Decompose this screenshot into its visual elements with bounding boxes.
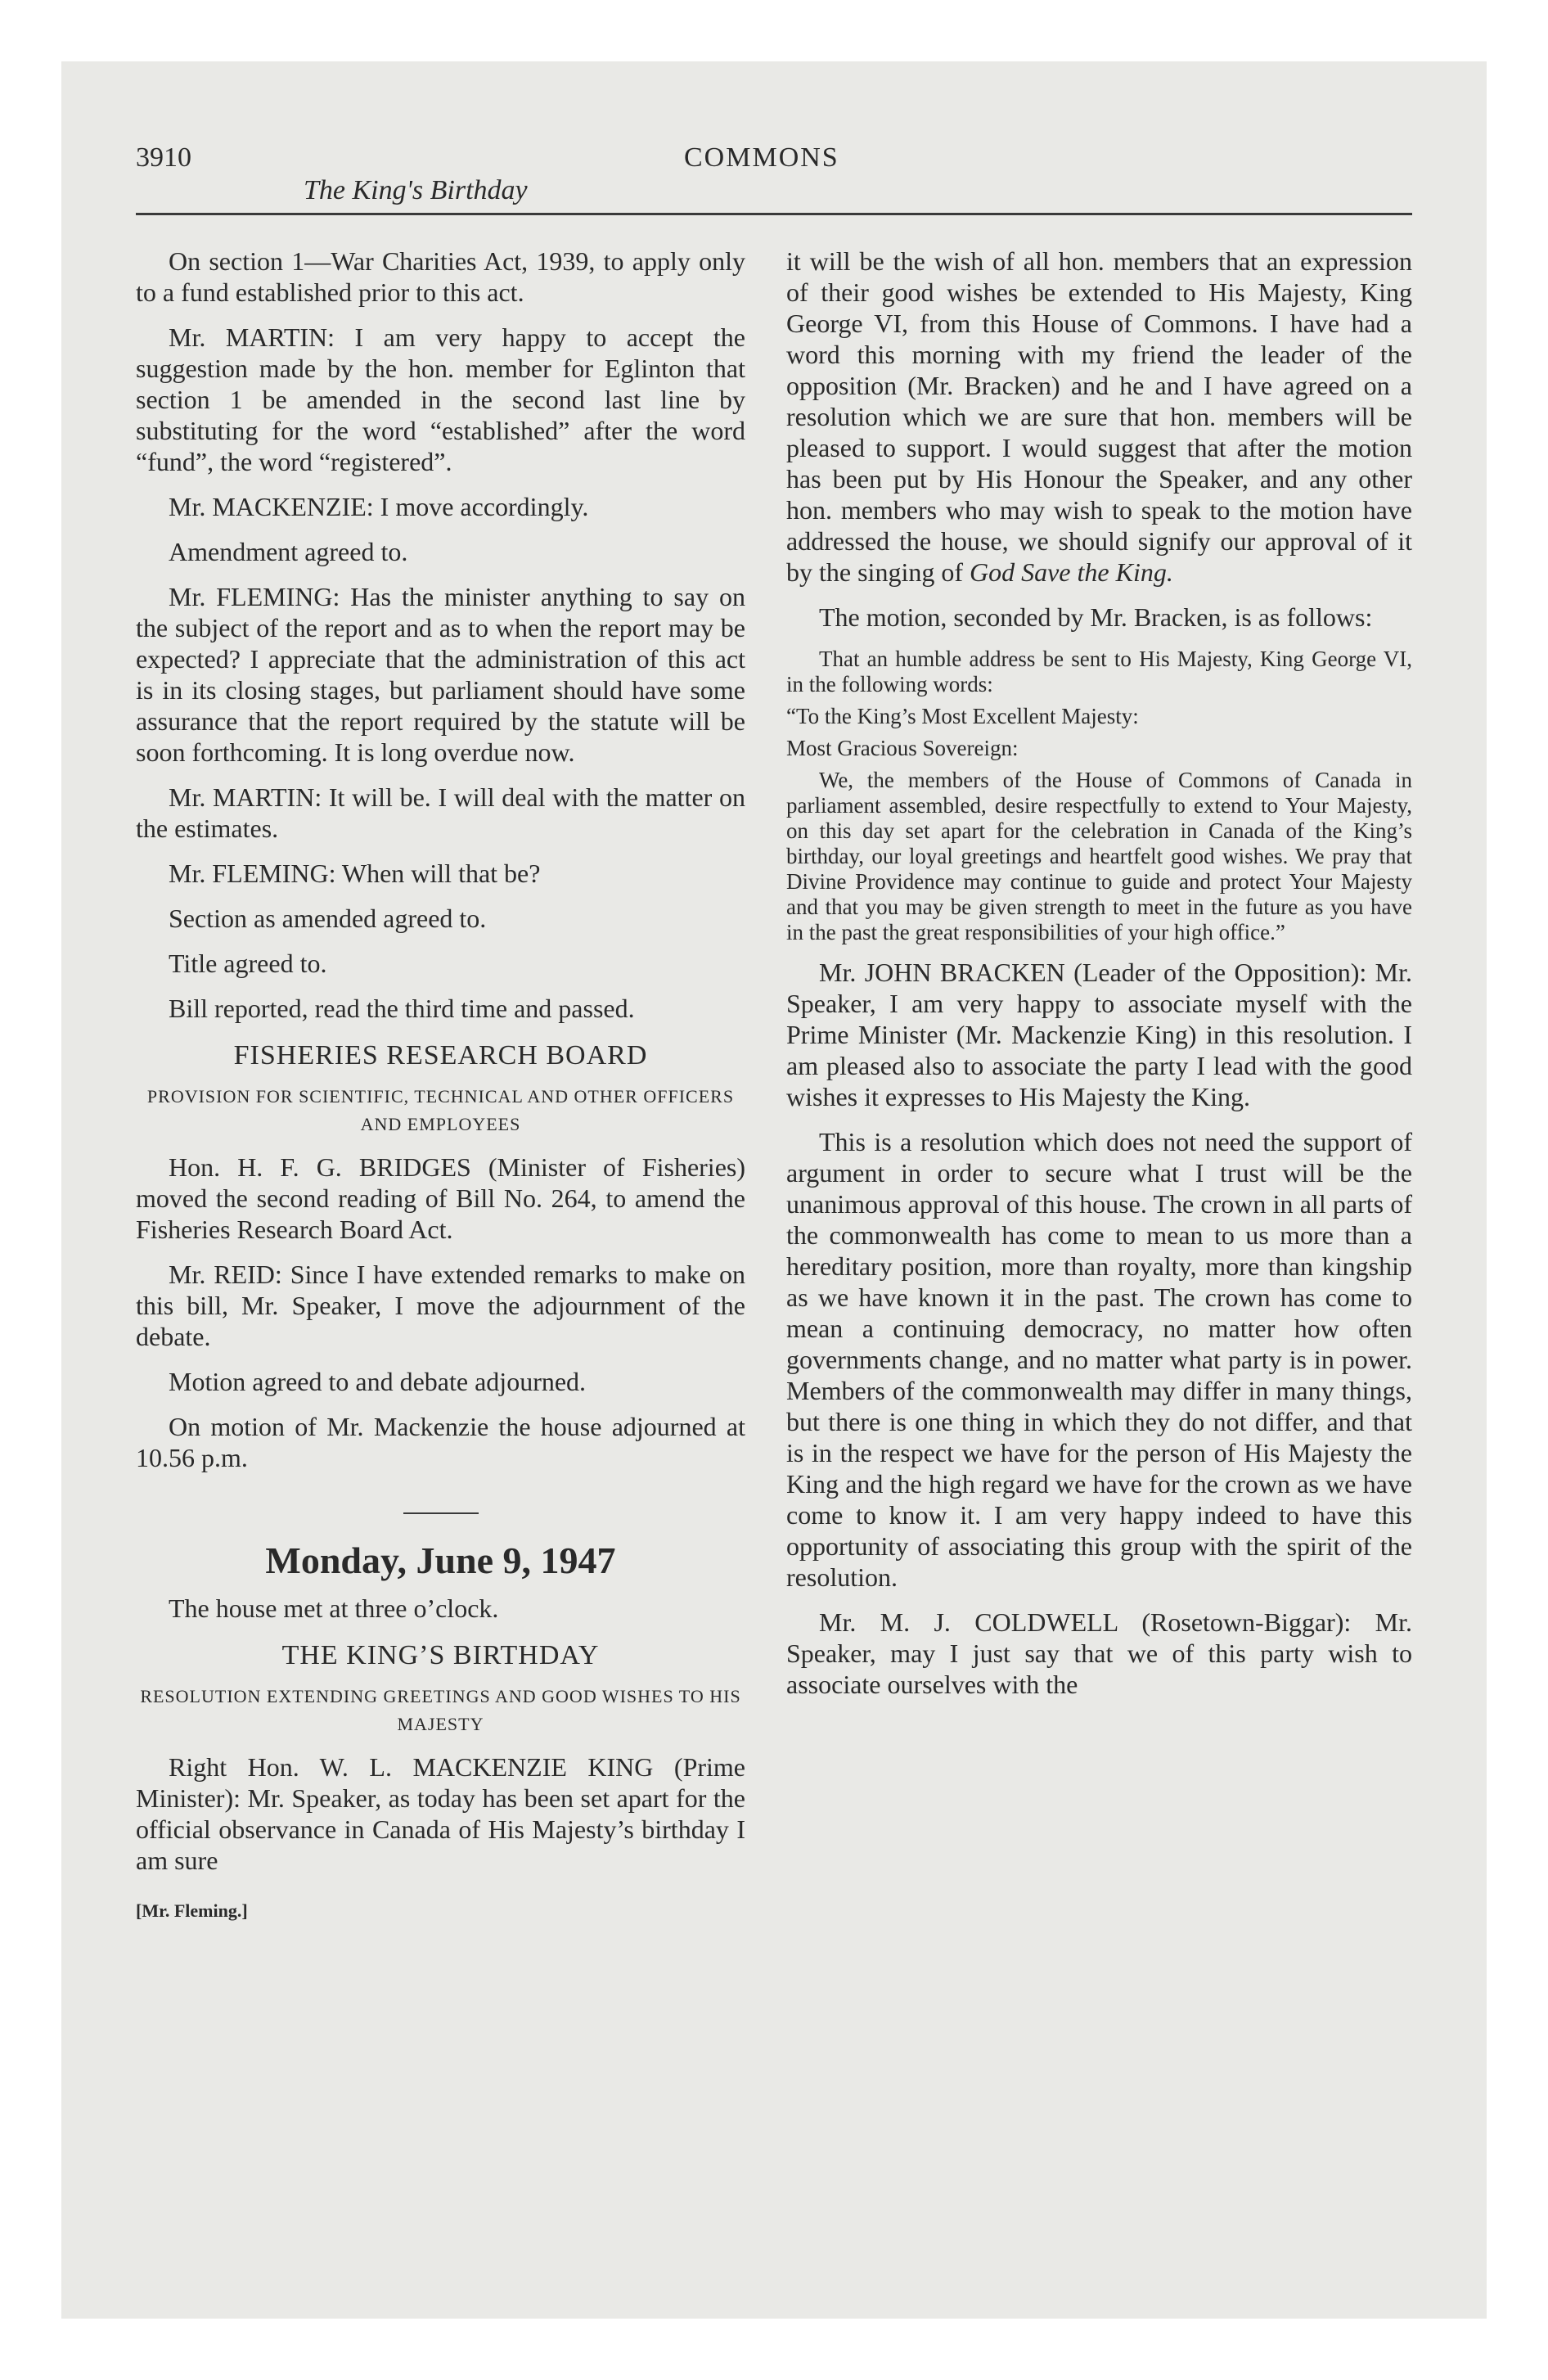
paragraph: This is a resolution which does not need the support of argument in order to secure what I trust will be the unanimous approval of this house. The crown in all parts of the commonwealth has come to mean to us more than a hereditary position, more than royalty, more than kingship as we have known it in the past. The crown has come to mean a continuing democracy, no matter how often governments change, and no matter what party is in power. Members of the commonwealth may differ in many things, but there is one thing in which they do not differ, and that is in the respect we have for the person of His Majesty the King and the high regard we have for the crown as we have come to know it. I am very happy indeed to have this opportunity of associating this group with the spirit of the resolution. xyxy=(786,1127,1412,1592)
header-rule xyxy=(136,213,1412,215)
quoted-address-line: “To the King’s Most Excellent Majesty: xyxy=(786,704,1139,728)
page-number: 3910 xyxy=(136,142,191,173)
paragraph: On section 1—War Charities Act, 1939, to apply only to a fund established prior to this act. xyxy=(136,246,745,307)
quoted-address-body: We, the members of the House of Commons of Canada in parliament assembled, desire respectfully to extend to Your Majesty, on this day set apart for the celebration in Canada of the King’s birthday, our loyal greetings and heartfelt good wishes. We pray that Divine Providence may continue to guide and protect Your Majesty and that you may be given strength to meet in the future as you have in the past the great responsibilities of your high office.” xyxy=(786,768,1412,944)
section-running-title: The King's Birthday xyxy=(304,175,528,205)
paragraph: Title agreed to. xyxy=(169,949,327,978)
paragraph: Motion agreed to and debate adjourned. xyxy=(169,1367,587,1396)
page-header xyxy=(136,139,1412,213)
sitting-date: Monday, June 9, 1947 xyxy=(265,1539,616,1581)
paragraph: The motion, seconded by Mr. Bracken, is as follows: xyxy=(819,602,1373,632)
house-name: COMMONS xyxy=(684,142,839,173)
paragraph: Right Hon. W. L. MACKENZIE KING (Prime Minister): Mr. Speaker, as today has been set apart for the official observance in Canada of His Majesty’s birthday I am sure xyxy=(136,1752,745,1875)
paragraph: Amendment agreed to. xyxy=(169,537,408,566)
paragraph: Mr. REID: Since I have extended remarks to make on this bill, Mr. Speaker, I move the adjournment of the debate. xyxy=(136,1260,745,1351)
paragraph: Hon. H. F. G. BRIDGES (Minister of Fisheries) moved the second reading of Bill No. 264, to amend the Fisheries Research Board Act. xyxy=(136,1152,745,1244)
section-heading: FISHERIES RESEARCH BOARD xyxy=(233,1040,648,1071)
section-heading: THE KING’S BIRTHDAY xyxy=(281,1640,600,1670)
speaker-footnote: [Mr. Fleming.] xyxy=(136,1900,248,1921)
paragraph: Mr. MARTIN: It will be. I will deal with the matter on the estimates. xyxy=(136,782,745,843)
quoted-resolution: That an humble address be sent to His Majesty, King George VI, in the following words: xyxy=(786,647,1412,696)
paragraph xyxy=(786,246,1412,588)
paragraph: Mr. JOHN BRACKEN (Leader of the Opposition): Mr. Speaker, I am very happy to associate myself with the Prime Minister (Mr. Mackenzie King) in this resolution. I am pleased also to associate the party I lead with the good wishes it expresses to His Majesty the King. xyxy=(786,958,1412,1111)
left-column xyxy=(136,246,745,1927)
paragraph: On motion of Mr. Mackenzie the house adjourned at 10.56 p.m. xyxy=(136,1412,745,1472)
paragraph: Bill reported, read the third time and passed. xyxy=(169,994,635,1023)
paragraph: Mr. MARTIN: I am very happy to accept the suggestion made by the hon. member for Eglinton that section 1 be amended in the second last line by substituting for the word “established” after the word “fund”, the word “registered”. xyxy=(136,322,745,476)
paragraph: Section as amended agreed to. xyxy=(169,904,487,933)
quoted-salutation: Most Gracious Sovereign: xyxy=(786,736,1019,760)
paragraph: Mr. MACKENZIE: I move accordingly. xyxy=(169,492,589,521)
paragraph: Mr. FLEMING: Has the minister anything to say on the subject of the report and as to when the report may be expected? I appreciate that the administration of this act is in its closing stages, but parliament should have some assurance that the report required by the statute will be soon forthcoming. It is long overdue now. xyxy=(136,582,745,767)
divider xyxy=(403,1512,479,1514)
section-subheading: PROVISION FOR SCIENTIFIC, TECHNICAL AND OTHER OFFICERS AND EMPLOYEES xyxy=(146,1086,735,1134)
paragraph-text: it will be the wish of all hon. members that an expression of their good wishes be extended to His Majesty, King George VI, from this House of Commons. I have had a word this morning with my friend the leader of the opposition (Mr. Bracken) and he and I have agreed on a resolution which we are sure that hon. members will be pleased to support. I would suggest that after the motion has been put by His Honour the Speaker, and any other hon. members who may wish to speak to the motion have addressed the house, we should signify our approval of it by the singing of xyxy=(786,246,1412,587)
song-title: God Save the King. xyxy=(969,557,1173,587)
paragraph: The house met at three o’clock. xyxy=(169,1593,499,1623)
hansard-page xyxy=(136,139,1412,2144)
paragraph: Mr. M. J. COLDWELL (Rosetown-Biggar): Mr. Speaker, may I just say that we of this party wish to associate ourselves with the xyxy=(786,1607,1412,1699)
right-column xyxy=(786,246,1412,1700)
paragraph: Mr. FLEMING: When will that be? xyxy=(169,859,541,888)
section-subheading: RESOLUTION EXTENDING GREETINGS AND GOOD WISHES TO HIS MAJESTY xyxy=(140,1686,741,1734)
